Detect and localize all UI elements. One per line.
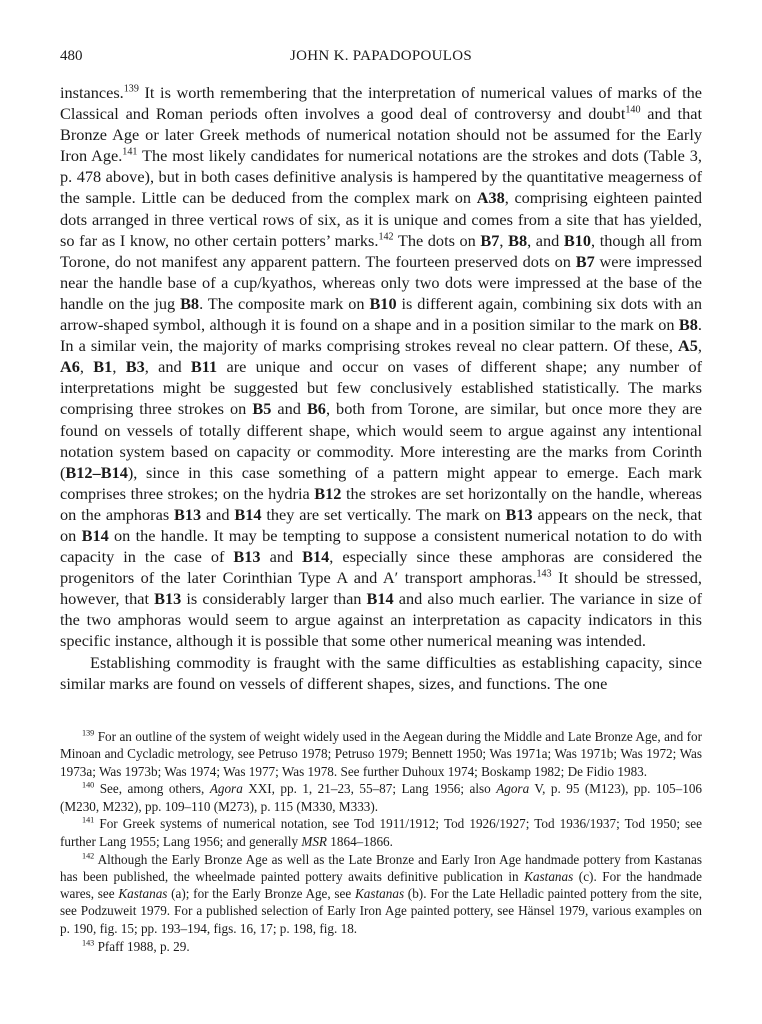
text-run: is different again, combining six dots with an arrow-shaped symbol, although it is found on a shape and in a position similar to the mark on (60, 293, 702, 335)
text-run: , (697, 336, 702, 356)
text-run: The dots on (393, 230, 481, 250)
catalog-ref: B14 (234, 504, 262, 524)
italic-title: Kastanas (524, 868, 574, 884)
text-run: It is worth remembering that the interpretation of numerical values of marks of the Classical and Roman periods often involves a good deal of controversy and doubt (60, 83, 702, 124)
text-run: , especially since these amphoras are considered the progenitors of the later Corinthian Type A and A′ transport amphoras. (60, 547, 702, 588)
text-run: and (201, 504, 235, 524)
footnote-ref: 143 (536, 568, 552, 580)
catalog-ref: B3 (125, 357, 145, 377)
text-run: were impressed near the handle base of a cup/kyathos, whereas only two dots were impressed at the base of the handle on the jug (60, 251, 703, 313)
footnote-ref: 141 (82, 816, 95, 826)
text-run: , though all from Torone, do not manifest any apparent pattern. The fourteen preserved dots on (60, 230, 703, 271)
text-run: , (112, 357, 126, 377)
footnotes (60, 728, 702, 955)
footnote-ref: 143 (82, 938, 95, 948)
catalog-ref: B10 (369, 293, 397, 313)
text-run: . The composite mark on (199, 293, 370, 313)
text-run: Establishing commodity is fraught with the same difficulties as establishing capacity, since similar marks are found on vessels of different shapes, sizes, and functions. The one (60, 652, 702, 693)
catalog-ref: B14 (302, 547, 330, 567)
catalog-ref: B14 (81, 525, 109, 545)
text-run: , (499, 230, 509, 250)
footnote (60, 815, 702, 850)
text-run: and (271, 399, 307, 419)
catalog-ref: B7 (480, 230, 500, 250)
italic-title: Agora (496, 781, 530, 797)
italic-title: Kastanas (354, 886, 405, 902)
catalog-ref: A38 (476, 188, 505, 208)
text-run: they are set vertically. The mark on (261, 504, 506, 524)
text-run: the strokes are set horizontally on the handle, whereas on the amphoras (60, 483, 702, 524)
text-run: The most likely candidates for numerical notations are the strokes and dots (Table 3, p. 478 above), but in both cases definitive analysis is hampered by the quantitative meagerness of the sample. Little can be deduced from the complex mark on (60, 146, 702, 208)
catalog-ref: B13 (154, 589, 182, 609)
paragraph (60, 652, 702, 694)
paragraph (60, 82, 702, 652)
catalog-ref: A6 (60, 357, 80, 377)
text-run: , both from Torone, are similar, but once more they are found on vessels of totally different shape, which would seem to argue against any intentional notation system based on capacity or commodity. More interesting are the marks from Corinth ( (60, 399, 703, 482)
catalog-ref: B6 (306, 399, 326, 419)
footnote (60, 728, 702, 780)
footnote-ref: 140 (625, 104, 641, 116)
text-run: It should be stressed, however, that (60, 568, 702, 609)
catalog-ref: B10 (563, 230, 592, 250)
catalog-ref: B8 (678, 315, 698, 335)
text-run: and also much earlier. The variance in size of the two amphoras would seem to argue against an interpretation as capacity indicators in this specific instance, although it is possible that some other numerical meaning was intended. (60, 589, 702, 651)
text-run: are unique and occur on vases of different shape; any number of interpretations might be suggested but few conclusively established statistically. The marks comprising three strokes on (60, 357, 703, 419)
footnote-ref: 142 (82, 851, 95, 861)
catalog-ref: B13 (505, 504, 533, 524)
catalog-ref: B8 (508, 230, 528, 250)
text-run: (b). For the Late Helladic painted pottery from the site, see Podzuweit 1979. For a published selection of Early Iron Age painted pottery, see Hänsel 1979, various examples on p. 190, fig. 15; pp. 193–194, figs. 16, 17; p. 198, fig. 18. (60, 886, 702, 936)
page-header (60, 48, 702, 70)
catalog-ref: B13 (174, 504, 202, 524)
footnote-ref: 139 (82, 728, 95, 738)
footnote-ref: 139 (123, 83, 139, 95)
catalog-ref: B8 (180, 293, 200, 313)
text-run: ), since in this case something of a pattern might appear to emerge. Each mark comprises three strokes; on the hydria (60, 462, 702, 503)
italic-title: Kastanas (118, 886, 168, 902)
catalog-ref: B1 (93, 357, 113, 377)
text-run: , and (144, 357, 191, 377)
italic-title: Agora (209, 781, 243, 797)
catalog-ref: B7 (575, 251, 595, 271)
text-run: V, p. 95 (M123), pp. 105–106 (M230, M232), pp. 109–110 (M273), p. 115 (M330, M333). (60, 781, 703, 814)
text-run: For Greek systems of numerical notation, see Tod 1911/1912; Tod 1926/1927; Tod 1936/1937; Tod 1950; see further Lang 1955; Lang 1956; and generally (60, 816, 702, 849)
italic-title: MSR (301, 833, 327, 849)
text-run: See, among others, (94, 781, 210, 797)
footnote-ref: 141 (122, 146, 138, 158)
catalog-ref: B5 (252, 399, 272, 419)
text-run: For an outline of the system of weight widely used in the Aegean during the Middle and Late Bronze Age, and for Minoan and Cycladic metrology, see Petruso 1978; Petruso 1979; Bennett 1950; Was 1971a; Was 1971b; Was 1972; Was 1973a; Was 1973b; Was 1974; Was 1977; Was 1978. See further Duhoux 1974; Boskamp 1982; De Fidio 1983. (60, 729, 702, 779)
text-run: XXI, pp. 1, 21–23, 55–87; Lang 1956; also (242, 781, 497, 797)
running-head: JOHN K. PAPADOPOULOS (289, 48, 473, 64)
footnote-ref: 142 (378, 231, 394, 243)
catalog-ref: B12 (314, 483, 342, 503)
text-run: (c). For the handmade wares, see (60, 868, 702, 902)
catalog-ref: B14 (366, 589, 394, 609)
body-text (60, 82, 702, 694)
footnote (60, 938, 702, 955)
text-run: . In a similar vein, the majority of marks comprising strokes reveal no clear pattern. Of these, (60, 315, 702, 356)
text-run: and (260, 547, 303, 567)
page-number: 480 (60, 48, 83, 64)
text-run: appears on the neck, that on (60, 504, 702, 545)
catalog-ref: B12–B14 (65, 462, 128, 482)
text-run: , comprising eighteen painted dots arranged in three vertical rows of six, as it is unique and comes from a site that has yielded, so far as I know, no other certain potters’ marks. (60, 188, 703, 250)
text-run: is considerably larger than (181, 589, 367, 609)
text-run: instances. (60, 83, 124, 102)
catalog-ref: B11 (190, 357, 218, 377)
footnote (60, 851, 702, 937)
text-run: , (79, 357, 94, 377)
text-run: Although the Early Bronze Age as well as the Late Bronze and Early Iron Age handmade pottery from Kastanas has been published, the wheelmade painted pottery awaits definitive publication in (60, 851, 702, 884)
text-run: Pfaff 1988, p. 29. (94, 938, 190, 954)
text-run: , and (527, 230, 564, 250)
footnote (60, 780, 702, 815)
text-run: 1864–1866. (326, 833, 393, 849)
catalog-ref: B13 (233, 547, 261, 567)
catalog-ref: A5 (678, 336, 698, 356)
footnote-ref: 140 (82, 781, 95, 791)
text-run: and that Bronze Age or later Greek methods of numerical notation should not be assumed for the Early Iron Age. (60, 104, 702, 166)
text-run: (a); for the Early Bronze Age, see (167, 886, 355, 902)
text-run: on the handle. It may be tempting to suppose a consistent numerical notation to do with capacity in the case of (60, 525, 702, 567)
